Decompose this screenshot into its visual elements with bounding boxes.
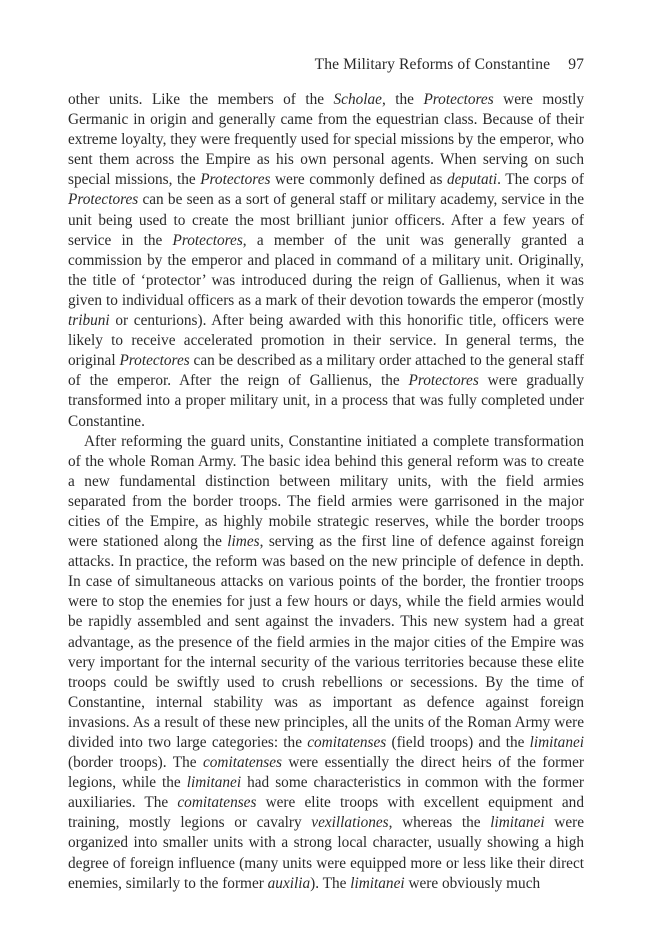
text-run: were gradually transformed into a proper military unit, in a process that was fully completed under Constantine. [68, 372, 584, 430]
italic-term: Protectores [423, 91, 494, 108]
italic-term: Protectores [408, 372, 479, 390]
text-run: , the [381, 91, 424, 108]
text-run: other units. Like the members of the [68, 91, 334, 108]
italic-term: Protectores [68, 191, 139, 209]
paragraph [68, 90, 584, 432]
text-run: were obviously much [404, 874, 541, 892]
text-run: can be seen as a sort of general staff or military academy, service in the unit being used to create the most brilliant junior officers. After a few years of service in the [68, 191, 584, 249]
text-run: (field troops) and the [386, 734, 530, 751]
italic-term: vexillationes [311, 814, 389, 832]
text-run: were elite troops with excellent equipment and training, mostly legions or cavalry [68, 794, 584, 832]
running-header [68, 56, 584, 74]
italic-term: limitanei [186, 774, 242, 792]
running-title: The Military Reforms of Constantine [314, 56, 551, 73]
text-run: ). The [310, 874, 351, 892]
body-text [68, 90, 584, 894]
text-run: were commonly defined as [270, 171, 447, 189]
text-run: . The corps of [497, 171, 584, 189]
italic-term: comitatenses [202, 754, 282, 772]
italic-term: tribuni [68, 312, 110, 330]
italic-term: limitanei [490, 814, 545, 832]
text-run: After reforming the guard units, Constantine initiated a complete transformation of the whole Roman Army. The basic idea behind this general reform was to create a new fundamental distinction between military units, with the field armies separated from the border troops. The field armies were garrisoned in the major cities of the Empire, as highly mobile strategic reserves, while the border troops were stationed along the [68, 432, 584, 551]
text-run: can be described as a military order attached to the general staff of the emperor. After the reign of Gallienus, the [68, 352, 585, 390]
text-run: , whereas the [388, 814, 491, 832]
text-run: were mostly Germanic in origin and generally came from the equestrian class. Because of their extreme loyalty, they were frequently used for special missions by the emperor, who sent them across the Empire as his own personal agents. When serving on such special missions, the [68, 91, 584, 189]
page-number: 97 [568, 56, 584, 73]
italic-term: limitanei [529, 734, 585, 751]
italic-term: Protectores [172, 231, 243, 249]
text-run: or centurions). After being awarded with this honorific title, officers were likely to receive accelerated promotion in their service. In general terms, the original [68, 312, 584, 370]
paragraph [68, 432, 584, 894]
italic-term: Protectores [200, 171, 271, 189]
italic-term: comitatenses [307, 734, 387, 751]
italic-term: Protectores [119, 352, 190, 370]
text-run: were essentially the direct heirs of the former legions, while the [68, 754, 584, 792]
text-run: (border troops). The [68, 754, 203, 772]
italic-term: limitanei [350, 874, 405, 892]
text-run: had some characteristics in common with the former auxiliaries. The [68, 774, 584, 812]
text-run: , a member of the unit was generally granted a commission by the emperor and placed in command of a military unit. Originally, the title of ‘protector’ was introduced during the reign of Gallienus, when it was given to individual officers as a mark of their devotion towards the emperor (mostly [68, 231, 585, 309]
italic-term: deputati [446, 171, 498, 189]
text-run: , serving as the first line of defence against foreign attacks. In practice, the reform was based on the new principle of defence in depth. In case of simultaneous attacks on various points of the border, the frontier troops were to stop the enemies for just a few hours or days, while the field armies would be rapidly assembled and sent against the invaders. This new system had a great advantage, as the presence of the field armies in the major cities of the Empire was very important for the internal security of the various territories because these elite troops could be swiftly used to crush rebellions or secessions. By the time of Constantine, internal stability was as important as defence against foreign invasions. As a result of these new principles, all the units of the Roman Army were divided into two large categories: the [68, 533, 585, 751]
text-run: were organized into smaller units with a strong local character, usually showing a high degree of foreign influence (many units were equipped more or less like their direct enemies, similarly to the former [68, 814, 584, 892]
italic-term: limes [227, 533, 260, 551]
italic-term: comitatenses [177, 794, 257, 812]
italic-term: Scholae [333, 91, 382, 108]
italic-term: auxilia [267, 874, 311, 892]
